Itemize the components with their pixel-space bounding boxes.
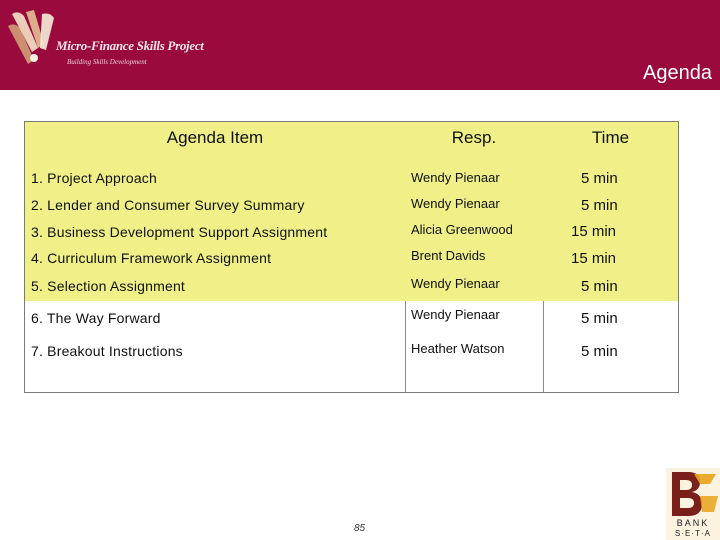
responsible-cell: Heather Watson (411, 341, 505, 356)
table-row (25, 271, 678, 301)
table-header-row (25, 122, 678, 164)
time-cell: 5 min (581, 196, 618, 214)
time-cell: 5 min (581, 277, 618, 295)
bank-seta-mark-icon (666, 468, 720, 520)
table-row (25, 218, 678, 245)
agenda-item-cell: 2. Lender and Consumer Survey Summary (31, 197, 305, 213)
project-logo (4, 8, 204, 68)
column-header-time: Time (591, 128, 630, 147)
responsible-cell: Brent Davids (411, 248, 486, 263)
agenda-item-cell: 4. Curriculum Framework Assignment (31, 250, 272, 266)
table-row-empty (25, 372, 678, 392)
responsible-cell: Wendy Pienaar (411, 307, 500, 322)
table-row (25, 192, 678, 218)
agenda-item-cell: 1. Project Approach (31, 170, 157, 186)
page-number: 85 (354, 523, 366, 534)
header-banner (0, 0, 720, 90)
logo-tagline: Building Skills Development (67, 58, 147, 66)
bank-seta-logo (666, 468, 720, 540)
agenda-item-cell: 5. Selection Assignment (31, 278, 186, 294)
agenda-item-cell: 7. Breakout Instructions (31, 343, 183, 359)
time-cell: 5 min (581, 343, 618, 360)
time-cell: 5 min (581, 309, 618, 327)
responsible-cell: Alicia Greenwood (411, 222, 513, 237)
bank-logo-line1: BANK (676, 518, 710, 528)
page-title: Agenda (643, 62, 712, 84)
agenda-table (24, 121, 679, 393)
responsible-cell: Wendy Pienaar (411, 276, 500, 291)
responsible-cell: Wendy Pienaar (411, 196, 500, 211)
logo-title: Micro-Finance Skills Project (56, 38, 204, 53)
column-header-resp: Resp. (451, 128, 497, 147)
table-row (25, 335, 678, 372)
agenda-item-cell: 6. The Way Forward (31, 310, 161, 326)
column-header-agenda-item: Agenda Item (166, 128, 264, 147)
agenda-item-cell: 3. Business Development Support Assignment (31, 223, 328, 240)
time-cell: 15 min (571, 249, 617, 267)
table-row (25, 301, 678, 335)
time-cell: 5 min (581, 169, 618, 187)
time-cell: 15 min (571, 223, 617, 240)
responsible-cell: Wendy Pienaar (411, 170, 500, 185)
bank-logo-line2: S·E·T·A (675, 529, 711, 538)
table-row (25, 245, 678, 271)
table-row (25, 164, 678, 192)
logo-mark-icon (4, 8, 64, 70)
